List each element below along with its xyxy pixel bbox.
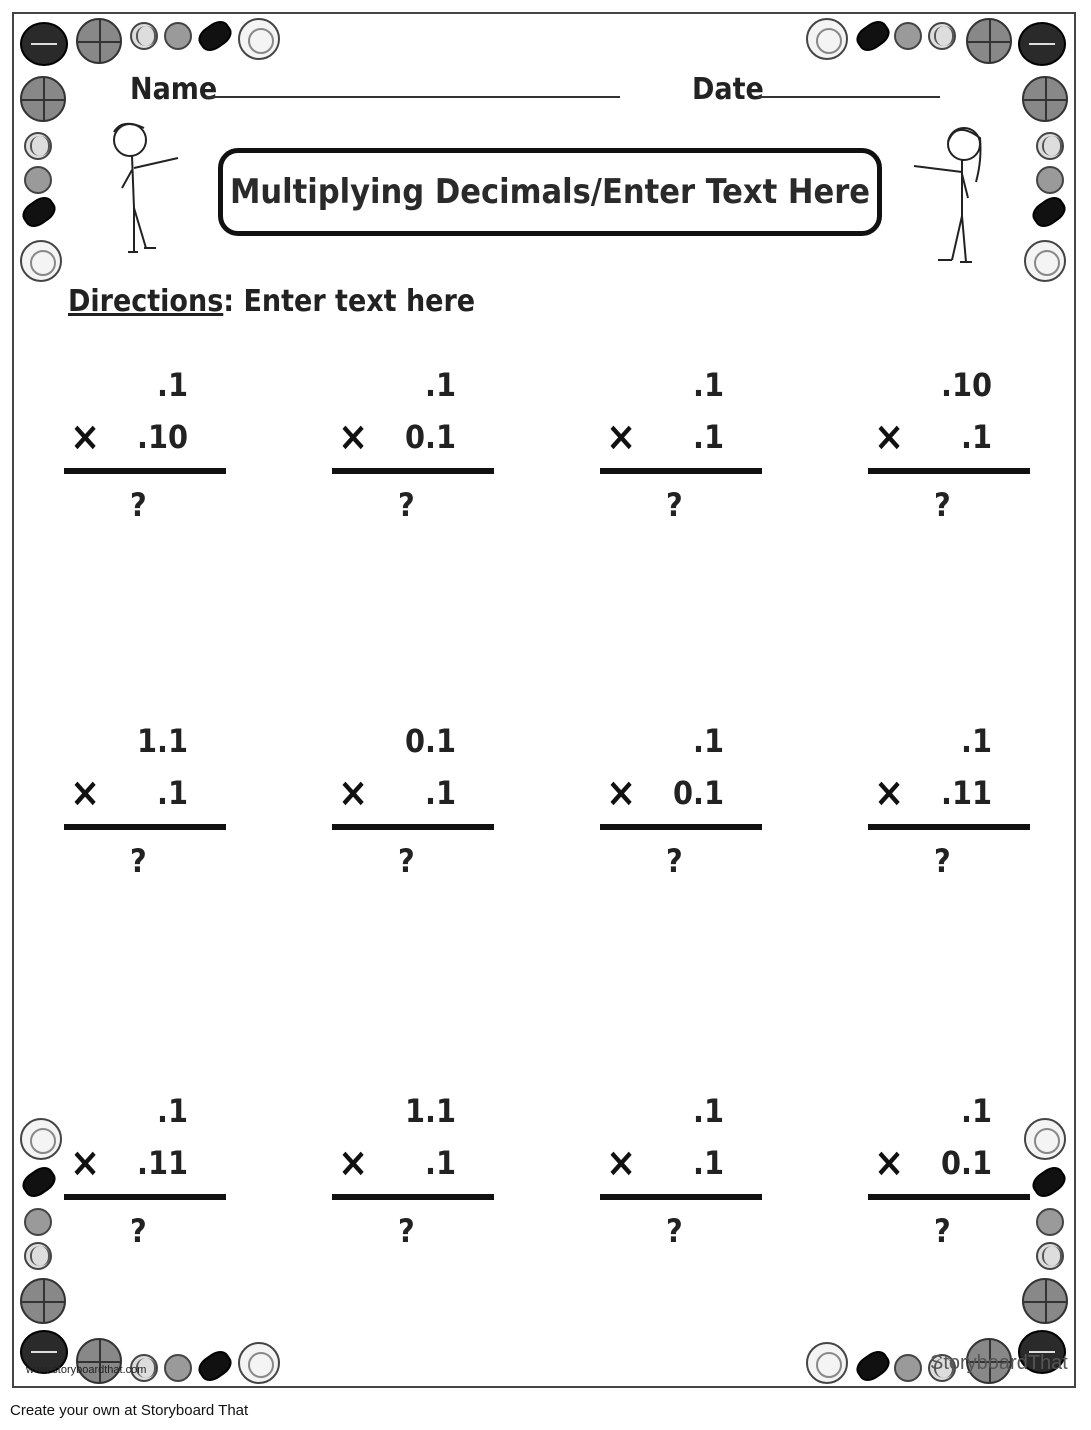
basket-icon <box>1022 76 1068 122</box>
volley-icon <box>238 18 280 60</box>
multiplier: .11 <box>941 774 992 812</box>
worksheet-title[interactable]: Multiplying Decimals/Enter Text Here <box>218 148 882 236</box>
problem-10[interactable] <box>332 1092 496 1262</box>
problem-11[interactable] <box>600 1092 764 1262</box>
boy-stick-figure <box>100 118 190 258</box>
tennis-icon <box>1036 1242 1064 1270</box>
problem-8[interactable] <box>868 722 1032 892</box>
multiplier: 0.1 <box>941 1144 992 1182</box>
answer-placeholder[interactable]: ? <box>666 842 683 880</box>
answer-placeholder[interactable]: ? <box>666 1212 683 1250</box>
answer-placeholder[interactable]: ? <box>130 842 147 880</box>
watermark-url: www.storyboardthat.com <box>26 1364 147 1376</box>
grey-icon <box>24 1208 52 1236</box>
multiplier: .11 <box>137 1144 188 1182</box>
date-line <box>758 96 940 98</box>
tennis-icon <box>24 132 52 160</box>
times-icon: × <box>70 1140 101 1186</box>
multiplicand: .1 <box>693 366 724 404</box>
answer-line <box>332 1194 494 1200</box>
multiplier: .1 <box>693 1144 724 1182</box>
answer-placeholder[interactable]: ? <box>130 486 147 524</box>
multiplier: .1 <box>425 1144 456 1182</box>
answer-placeholder[interactable]: ? <box>130 1212 147 1250</box>
problem-7[interactable] <box>600 722 764 892</box>
multiplicand: 1.1 <box>405 1092 456 1130</box>
name-label: Name <box>130 72 218 107</box>
tennis-icon <box>24 1242 52 1270</box>
answer-line <box>600 1194 762 1200</box>
problem-9[interactable] <box>64 1092 228 1262</box>
volley-icon <box>20 240 62 282</box>
times-icon: × <box>70 414 101 460</box>
basket-icon <box>76 1338 122 1384</box>
multiplier: .1 <box>157 774 188 812</box>
footer-credit[interactable]: Create your own at Storyboard That <box>10 1402 249 1419</box>
times-icon: × <box>606 414 637 460</box>
multiplicand: .10 <box>941 366 992 404</box>
grey-icon <box>1036 1208 1064 1236</box>
volley-icon <box>806 1342 848 1384</box>
answer-line <box>600 468 762 474</box>
problem-4[interactable] <box>868 366 1032 536</box>
answer-line <box>64 468 226 474</box>
answer-line <box>868 1194 1030 1200</box>
tennis-icon <box>1036 132 1064 160</box>
multiplier: .1 <box>693 418 724 456</box>
times-icon: × <box>874 770 905 816</box>
volley-icon <box>238 1342 280 1384</box>
answer-placeholder[interactable]: ? <box>398 1212 415 1250</box>
multiplicand: 0.1 <box>405 722 456 760</box>
multiplier: 0.1 <box>405 418 456 456</box>
grey-icon <box>164 1354 192 1382</box>
answer-line <box>600 824 762 830</box>
grey-icon <box>24 166 52 194</box>
times-icon: × <box>338 1140 369 1186</box>
multiplier: .1 <box>961 418 992 456</box>
times-icon: × <box>606 770 637 816</box>
storyboardthat-logo: StoryboardThat <box>930 1352 1068 1374</box>
answer-placeholder[interactable]: ? <box>666 486 683 524</box>
multiplicand: .1 <box>693 1092 724 1130</box>
name-line <box>206 96 620 98</box>
football-icon <box>20 22 68 66</box>
times-icon: × <box>338 770 369 816</box>
answer-placeholder[interactable]: ? <box>934 842 951 880</box>
answer-placeholder[interactable]: ? <box>934 1212 951 1250</box>
volley-icon <box>1024 240 1066 282</box>
times-icon: × <box>874 414 905 460</box>
football-icon <box>1018 22 1066 66</box>
date-label: Date <box>692 72 764 107</box>
basket-icon <box>1022 1278 1068 1324</box>
answer-placeholder[interactable]: ? <box>398 486 415 524</box>
multiplicand: .1 <box>425 366 456 404</box>
multiplier: 0.1 <box>673 774 724 812</box>
volley-icon <box>20 1118 62 1160</box>
grey-icon <box>1036 166 1064 194</box>
girl-stick-figure <box>906 120 996 270</box>
times-icon: × <box>70 770 101 816</box>
answer-line <box>868 824 1030 830</box>
grey-icon <box>894 1354 922 1382</box>
grey-icon <box>894 22 922 50</box>
multiplier: .1 <box>425 774 456 812</box>
answer-line <box>64 824 226 830</box>
multiplicand: .1 <box>961 1092 992 1130</box>
multiplicand: .1 <box>157 366 188 404</box>
multiplicand: .1 <box>961 722 992 760</box>
basket-icon <box>966 18 1012 64</box>
multiplicand: .1 <box>157 1092 188 1130</box>
tennis-icon <box>130 22 158 50</box>
problem-5[interactable] <box>64 722 228 892</box>
answer-line <box>332 824 494 830</box>
multiplicand: 1.1 <box>137 722 188 760</box>
basket-icon <box>76 18 122 64</box>
multiplier: .10 <box>137 418 188 456</box>
directions[interactable] <box>68 284 475 319</box>
times-icon: × <box>606 1140 637 1186</box>
tennis-icon <box>928 22 956 50</box>
answer-line <box>64 1194 226 1200</box>
answer-line <box>332 468 494 474</box>
directions-text: : Enter text here <box>223 284 476 319</box>
volley-icon <box>806 18 848 60</box>
grey-icon <box>164 22 192 50</box>
answer-line <box>868 468 1030 474</box>
problem-2[interactable] <box>332 366 496 536</box>
answer-placeholder[interactable]: ? <box>398 842 415 880</box>
problem-3[interactable] <box>600 366 764 536</box>
times-icon: × <box>874 1140 905 1186</box>
times-icon: × <box>338 414 369 460</box>
basket-icon <box>20 1278 66 1324</box>
basket-icon <box>20 76 66 122</box>
problem-1[interactable] <box>64 366 228 536</box>
multiplicand: .1 <box>693 722 724 760</box>
answer-placeholder[interactable]: ? <box>934 486 951 524</box>
directions-label: Directions <box>68 284 224 319</box>
problem-12[interactable] <box>868 1092 1032 1262</box>
problem-6[interactable] <box>332 722 496 892</box>
